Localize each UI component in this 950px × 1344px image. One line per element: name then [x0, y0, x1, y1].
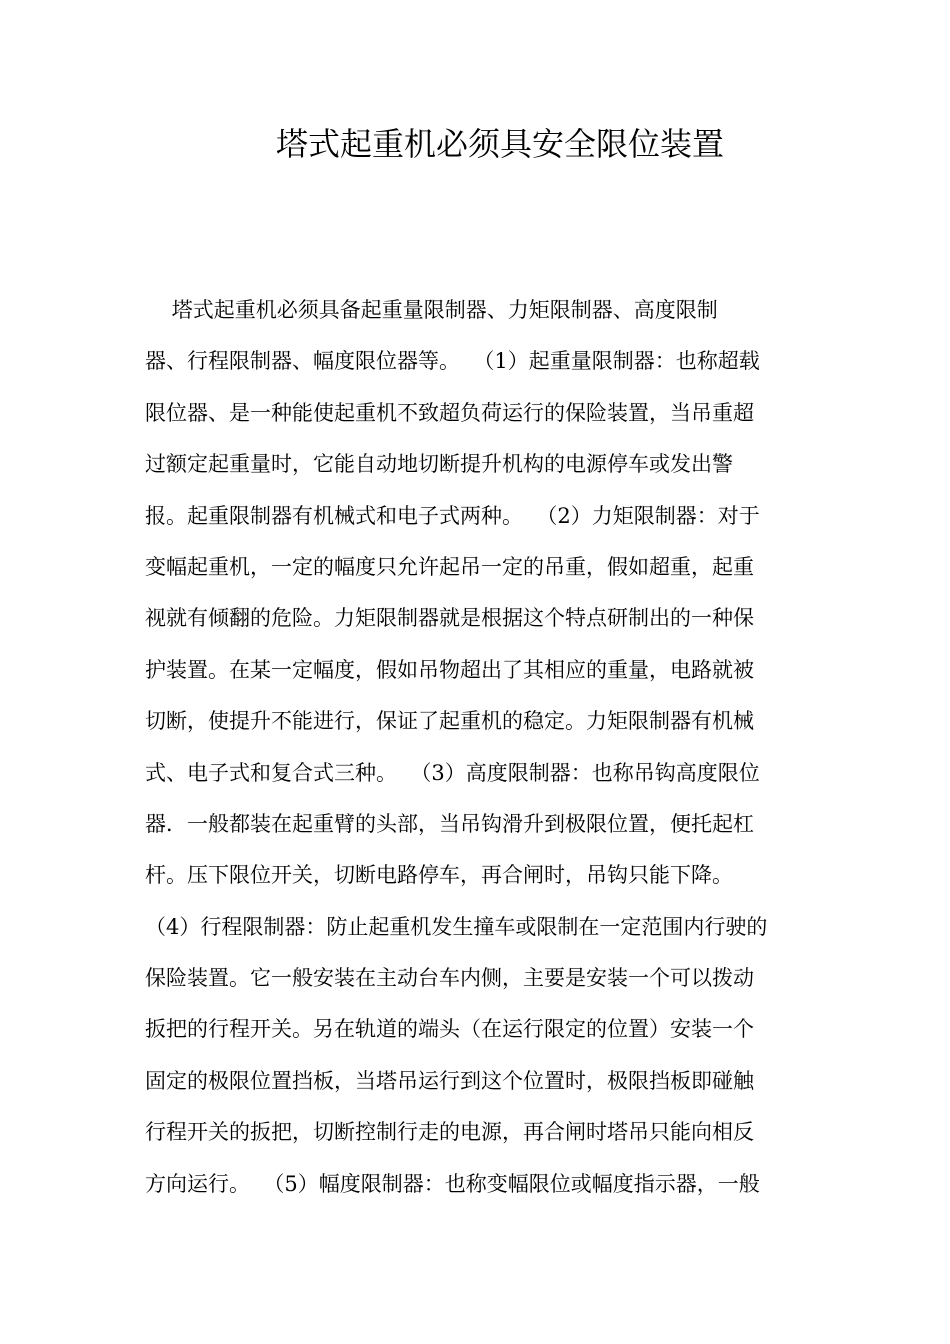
body-line: 过额定起重量时，它能自动地切断提升机构的电源停车或发出警	[145, 452, 733, 477]
body-line: 塔式起重机必须具备起重量限制器、力矩限制器、高度限制	[145, 298, 718, 322]
body-line: 报。起重限制器有机械式和电子式两种。 （2）力矩限制器：对于	[145, 503, 760, 528]
body-line: 杆。压下限位开关，切断电路停车，再合闸时，吊钩只能下降。	[145, 863, 733, 888]
body-paragraph	[145, 288, 815, 1213]
body-line: 视就有倾翻的危险。力矩限制器就是根据这个特点研制出的一种保	[145, 606, 754, 631]
body-line: 扳把的行程开关。另在轨道的端头（在运行限定的位置）安装一个	[145, 1017, 754, 1042]
body-line: 器、行程限制器、幅度限位器等。 （1）起重量限制器：也称超载	[145, 349, 760, 374]
body-line: 限位器、是一种能使起重机不致超负荷运行的保险装置，当吊重超	[145, 400, 754, 425]
body-line: 护装置。在某一定幅度，假如吊物超出了其相应的重量，电路就被	[145, 657, 754, 682]
body-line: （4）行程限制器：防止起重机发生撞车或限制在一定范围内行驶的	[145, 914, 768, 939]
document-title: 塔式起重机必须具安全限位装置	[276, 125, 725, 163]
body-line: 器．一般都装在起重臂的头部，当吊钩滑升到极限位置，便托起杠	[145, 811, 754, 836]
body-line: 变幅起重机，一定的幅度只允许起吊一定的吊重，假如超重，起重	[145, 554, 754, 579]
body-line: 方向运行。 （5）幅度限制器：也称变幅限位或幅度指示器，一般	[145, 1171, 760, 1196]
body-line: 保险装置。它一般安装在主动台车内侧，主要是安装一个可以拨动	[145, 966, 754, 991]
body-line: 固定的极限位置挡板，当塔吊运行到这个位置时，极限挡板即碰触	[145, 1068, 754, 1093]
body-line: 式、电子式和复合式三种。 （3）高度限制器：也称吊钩高度限位	[145, 760, 760, 785]
body-line: 行程开关的扳把，切断控制行走的电源，再合闸时塔吊只能向相反	[145, 1120, 754, 1145]
body-line: 切断，使提升不能进行，保证了起重机的稳定。力矩限制器有机械	[145, 709, 754, 734]
